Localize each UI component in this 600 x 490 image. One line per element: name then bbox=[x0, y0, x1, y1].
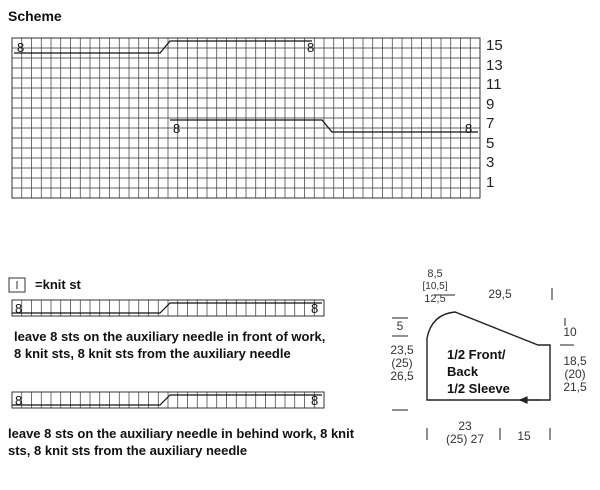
back-strip-label-left: 8 bbox=[15, 393, 23, 408]
row-number: 15 bbox=[486, 37, 503, 54]
row-number: 7 bbox=[486, 115, 495, 132]
dim-left-height: 23,5 (25) 26,5 bbox=[390, 343, 414, 383]
legend-text: =knit st bbox=[35, 277, 81, 292]
row-number: 9 bbox=[486, 95, 495, 113]
scheme-title: Scheme bbox=[8, 8, 62, 24]
main-cable-label-3: 8 bbox=[173, 121, 181, 136]
dim-bottom-width: 23 (25) 27 bbox=[445, 419, 485, 446]
front-strip-label-left: 8 bbox=[15, 301, 23, 316]
main-cable-label-2: 8 bbox=[307, 40, 315, 55]
dim-top-right: 29,5 bbox=[488, 287, 512, 301]
dim-right-height: 18,5 (20) 21,5 bbox=[563, 354, 587, 394]
row-number: 1 bbox=[486, 173, 495, 191]
main-chart-grid bbox=[12, 38, 480, 198]
cable-back-description: leave 8 sts on the auxiliary needle in behind work, 8 knit sts, 8 knit sts from the auxiliary needle bbox=[8, 426, 355, 458]
dim-bottom-right: 15 bbox=[517, 429, 531, 443]
main-cable-label-1: 8 bbox=[17, 40, 25, 55]
cable-front-description: leave 8 sts on the auxiliary needle in front of work, 8 knit sts, 8 knit sts from the auxiliary needle bbox=[14, 329, 326, 361]
dim-top-width: 8,5 [10,5] 12,5 bbox=[422, 268, 448, 305]
knit-stitch-symbol bbox=[9, 278, 25, 292]
row-number: 3 bbox=[486, 154, 495, 171]
row-number: 5 bbox=[486, 134, 495, 152]
dim-neck-depth: 5 bbox=[396, 319, 404, 333]
back-strip-label-right: 8 bbox=[311, 393, 319, 408]
dim-right-top: 10 bbox=[563, 325, 577, 339]
sleeve-arrow bbox=[520, 397, 540, 403]
piece-label: 1/2 Front/ Back 1/2 Sleeve bbox=[447, 347, 510, 396]
row-number: 13 bbox=[486, 56, 503, 74]
row-number: 11 bbox=[486, 76, 502, 93]
main-cable-label-4: 8 bbox=[465, 121, 473, 136]
front-strip-label-right: 8 bbox=[311, 301, 319, 316]
